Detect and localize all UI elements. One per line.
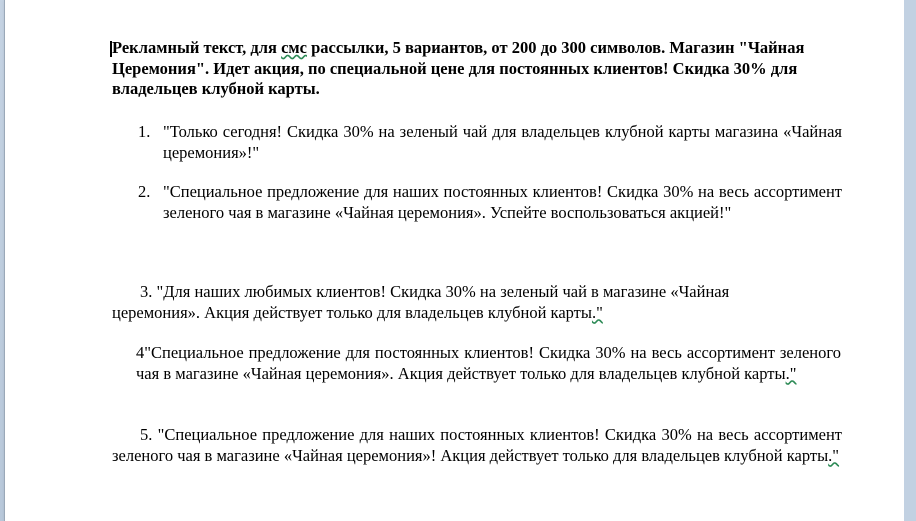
list-item-5 bbox=[112, 425, 842, 466]
heading-part-2: рассылки, 5 вариантов, от 200 до 300 символов. Магазин "Чайная Церемония". Идет акция, по специальной цене для постоянных клиентов! Скидка 30% для владельцев клубной карты. bbox=[112, 38, 805, 98]
list-item-3 bbox=[112, 282, 792, 323]
list-item-4-text: "Специальное предложение для постоянных клиентов! Скидка 30% на весь ассортимент зеленого чая в магазине «Чайная церемония». Акция действует только для владельцев клубной карты bbox=[136, 343, 841, 383]
list-item-1-number: 1. bbox=[138, 122, 151, 141]
list-item-3-number: 3. bbox=[140, 282, 153, 301]
list-item-4 bbox=[136, 343, 841, 384]
list-item-2-text: "Специальное предложение для наших постоянных клиентов! Скидка 30% на весь ассортимент зеленого чая в магазине «Чайная церемония». Успейте воспользоваться акцией!" bbox=[163, 182, 842, 222]
list-item-3-text-end: ." bbox=[591, 302, 603, 322]
heading-sms-word: смс bbox=[281, 38, 307, 57]
list-item-4-number: 4 bbox=[136, 343, 145, 362]
document-page[interactable] bbox=[4, 0, 906, 521]
list-item-5-number: 5. bbox=[140, 425, 153, 444]
document-heading bbox=[112, 38, 822, 100]
list-item-2-number: 2. bbox=[138, 182, 151, 201]
heading-part-1: Рекламный текст, для bbox=[112, 38, 282, 57]
list-item-5-text: "Специальное предложение для наших постоянных клиентов! Скидка 30% на весь ассортимент зеленого чая в магазине «Чайная церемония»! Акция действует только для владельцев клубной карты bbox=[112, 425, 843, 465]
list-item-4-text-end: ." bbox=[785, 363, 797, 383]
list-item-1-text: "Только сегодня! Скидка 30% на зеленый чай для владельцев клубной карты магазина «Чайная церемония»!" bbox=[163, 122, 842, 162]
list-item-1 bbox=[112, 122, 842, 163]
list-item-2 bbox=[112, 182, 842, 223]
workspace-right-edge bbox=[904, 0, 916, 521]
list-item-5-text-end: ." bbox=[828, 445, 840, 465]
list-item-3-text: "Для наших любимых клиентов! Скидка 30% на зеленый чай в магазине «Чайная церемония». Акция действует только для владельцев клубной карты bbox=[112, 282, 730, 322]
